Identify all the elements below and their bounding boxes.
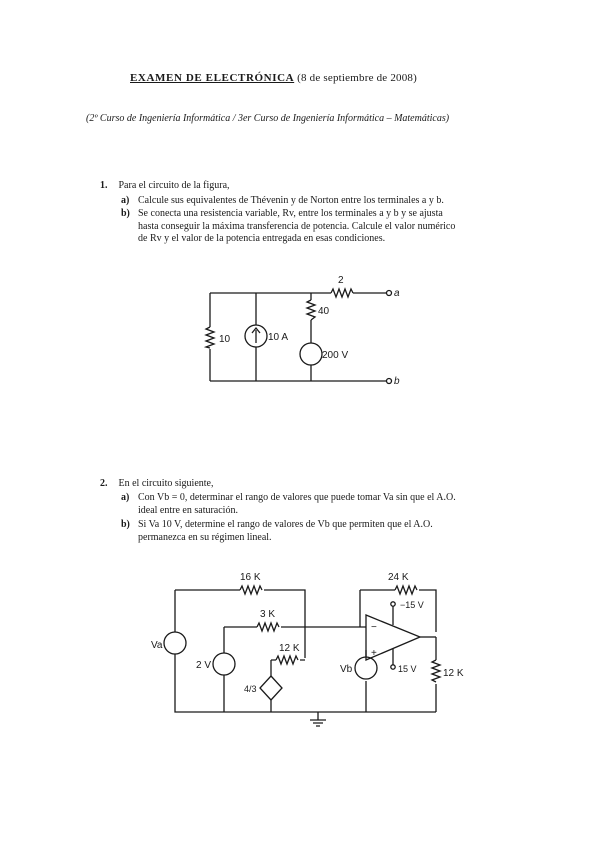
c2-r24k-label: 24 K [388,572,409,583]
question-1b-line: de Rv y el valor de la potencia entregada en esas condiciones. [138,233,386,244]
c2-r16k-label: 16 K [240,572,261,583]
c2-r12k-load-label: 12 K [443,668,464,679]
c2-opamp-plus: + [371,648,377,659]
question-2b-line: permanezca en su régimen lineal. [138,531,272,543]
question-2a-label: a) [121,492,130,503]
question-1-number: 1. [100,180,108,191]
exam-title-main: EXAMEN DE ELECTRÓNICA [130,72,295,84]
exam-subtitle: (2º Curso de Ingeniería Informática / 3er Curso de Ingeniería Informática – Matemáticas) [86,113,450,124]
c1-current-source-label: 10 A [268,332,289,343]
c2-vb-label: Vb [340,664,353,675]
c2-va-label: Va [151,640,163,651]
c2-opamp-minus: − [371,622,377,633]
c1-r-top-label: 2 [338,275,344,286]
c2-neg-supply-label: −15 V [400,600,424,610]
c1-r-middle-label: 40 [318,306,330,317]
question-1a-text: Calcule sus equivalentes de Thévenin y de Norton entre los terminales a y b. [138,195,444,206]
c1-terminal-a: a [394,288,400,299]
c1-voltage-source-label: 200 V [322,350,349,361]
c2-pos-supply-label: 15 V [398,664,417,674]
question-1a-label: a) [121,195,130,206]
circuit-2-diagram [164,586,440,726]
question-2-number: 2. [100,478,108,489]
question-1b-line: hasta conseguir la máxima transferencia de potencia. Calcule el valor numérico [138,220,456,232]
c1-r-left-label: 10 [219,334,231,345]
c2-dependent-label: 4/3 [244,684,257,694]
c2-2v-label: 2 V [196,660,212,671]
question-2b-line: Si Va 10 V, determine el rango de valores de Vb que permiten que el A.O. [138,519,433,530]
exam-date: (8 de septiembre de 2008) [297,72,417,84]
c2-r12k-in-label: 12 K [279,643,300,654]
question-1b-label: b) [121,208,130,219]
c1-terminal-b: b [394,376,400,387]
circuit-1-diagram [206,289,392,384]
question-1b-line: Se conecta una resistencia variable, Rv, entre los terminales a y b y se ajusta [138,208,443,219]
question-2-intro-text: En el circuito siguiente, [118,478,214,489]
question-1-intro-text: Para el circuito de la figura, [118,180,230,191]
question-2b-label: b) [121,519,130,530]
c2-r3k-label: 3 K [260,609,276,620]
question-2a-line: ideal entre en saturación. [138,504,238,516]
question-2a-line: Con Vb = 0, determinar el rango de valores que puede tomar Va sin que el A.O. [138,492,456,503]
